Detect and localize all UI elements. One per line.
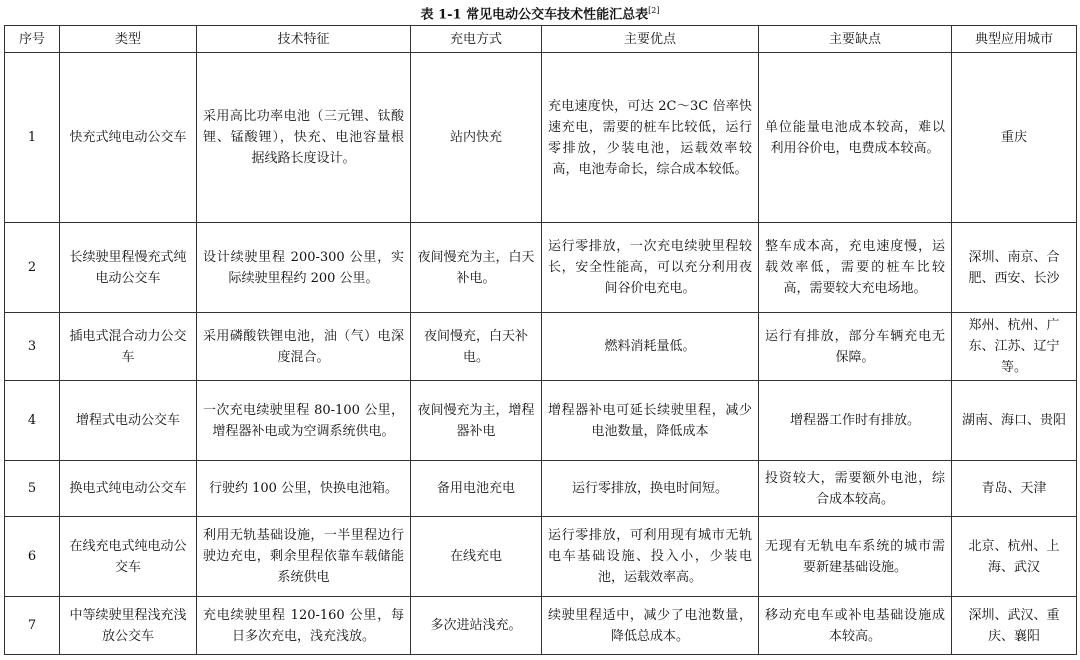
cell-no: 7 [5,597,60,655]
cell-type: 长续驶里程慢充式纯电动公交车 [60,223,197,313]
header-type: 类型 [60,26,197,53]
cell-cons: 整车成本高，充电速度慢，运载效率低，需要的桩车比较高，需要较大充电场地。 [759,223,952,313]
cell-charging: 站内快充 [411,53,542,223]
table-row [5,597,1077,655]
cell-pros: 运行零排放，一次充电续驶里程较长，安全性能高，可以充分利用夜间谷价电充电。 [542,223,759,313]
header-no: 序号 [5,26,60,53]
cell-cities: 北京、杭州、上海、武汉 [952,517,1077,597]
header-pros: 主要优点 [542,26,759,53]
cell-charging: 夜间慢充为主，白天补电。 [411,223,542,313]
cell-feature: 采用高比功率电池（三元锂、钛酸锂、锰酸锂），快充、电池容量根据线路长度设计。 [197,53,411,223]
cell-feature: 一次充电续驶里程 80-100 公里，增程器补电或为空调系统供电。 [197,381,411,461]
cell-feature: 采用磷酸铁锂电池，油（气）电深度混合。 [197,313,411,381]
cell-feature: 设计续驶里程 200-300 公里，实际续驶里程约 200 公里。 [197,223,411,313]
cell-charging: 备用电池充电 [411,461,542,517]
cell-charging: 多次进站浅充。 [411,597,542,655]
caption-title: 常见电动公交车技术性能汇总表 [466,7,649,23]
header-cons: 主要缺点 [759,26,952,53]
table-row [5,517,1077,597]
cell-pros: 运行零排放，换电时间短。 [542,461,759,517]
caption-label: 表 1-1 [420,7,462,23]
cell-pros: 运行零排放，可利用现有城市无轨电车基础设施、投入小，少装电池，运载效率高。 [542,517,759,597]
header-feature: 技术特征 [197,26,411,53]
caption-reference: [2] [648,6,660,15]
cell-no: 2 [5,223,60,313]
cell-no: 6 [5,517,60,597]
cell-type: 增程式电动公交车 [60,381,197,461]
cell-no: 5 [5,461,60,517]
header-row [5,26,1077,53]
cell-charging: 夜间慢充，白天补电。 [411,313,542,381]
bus-performance-table [4,25,1077,655]
cell-cities: 青岛、天津 [952,461,1077,517]
cell-cities: 重庆 [952,53,1077,223]
cell-pros: 续驶里程适中，减少了电池数量，降低总成本。 [542,597,759,655]
cell-pros: 增程器补电可延长续驶里程，减少电池数量，降低成本 [542,381,759,461]
cell-cities: 湖南、海口、贵阳 [952,381,1077,461]
table-row [5,223,1077,313]
table-caption [0,0,1080,22]
cell-charging: 夜间慢充为主，增程器补电 [411,381,542,461]
table-row [5,313,1077,381]
table-row [5,53,1077,223]
cell-cons: 无现有无轨电车系统的城市需要新建基础设施。 [759,517,952,597]
cell-cons: 投资较大，需要额外电池，综合成本较高。 [759,461,952,517]
cell-type: 换电式纯电动公交车 [60,461,197,517]
header-cities: 典型应用城市 [952,26,1077,53]
cell-cities: 深圳、武汉、重庆、襄阳 [952,597,1077,655]
cell-no: 3 [5,313,60,381]
table-row [5,461,1077,517]
cell-feature: 行驶约 100 公里，快换电池箱。 [197,461,411,517]
cell-pros: 充电速度快，可达 2C～3C 倍率快速充电，需要的桩车比较低，运行零排放，少装电池，运载效率较高，电池寿命长，综合成本较低。 [542,53,759,223]
cell-no: 1 [5,53,60,223]
cell-cons: 移动充电车或补电基础设施成本较高。 [759,597,952,655]
cell-cities: 郑州、杭州、广东、江苏、辽宁等。 [952,313,1077,381]
cell-type: 插电式混合动力公交车 [60,313,197,381]
cell-type: 快充式纯电动公交车 [60,53,197,223]
cell-type: 在线充电式纯电动公交车 [60,517,197,597]
cell-charging: 在线充电 [411,517,542,597]
cell-pros: 燃料消耗量低。 [542,313,759,381]
cell-type: 中等续驶里程浅充浅放公交车 [60,597,197,655]
cell-no: 4 [5,381,60,461]
cell-feature: 充电续驶里程 120-160 公里，每日多次充电，浅充浅放。 [197,597,411,655]
cell-cons: 运行有排放，部分车辆充电无保障。 [759,313,952,381]
cell-feature: 利用无轨基础设施，一半里程边行驶边充电，剩余里程依靠车载储能系统供电 [197,517,411,597]
cell-cons: 增程器工作时有排放。 [759,381,952,461]
cell-cons: 单位能量电池成本较高，难以利用谷价电，电费成本较高。 [759,53,952,223]
table-row [5,381,1077,461]
cell-cities: 深圳、南京、合肥、西安、长沙 [952,223,1077,313]
header-charging: 充电方式 [411,26,542,53]
